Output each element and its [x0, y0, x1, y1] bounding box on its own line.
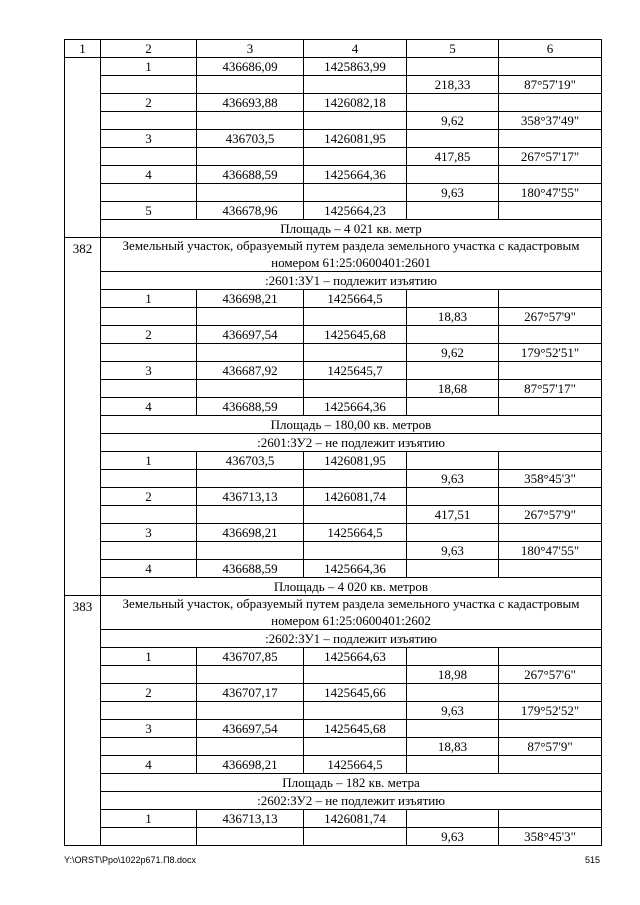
empty-cell	[101, 542, 197, 560]
empty-cell	[101, 828, 197, 846]
point-row	[65, 524, 602, 542]
coord-y: 1425645,7	[304, 362, 407, 380]
point-row	[65, 810, 602, 828]
empty-cell	[197, 542, 304, 560]
empty-cell	[101, 702, 197, 720]
empty-cell	[101, 380, 197, 398]
coord-x: 436693,88	[197, 94, 304, 112]
footer-file-path: Y:\ORST\Ppo\1022p671.П8.docx	[64, 855, 197, 865]
point-number: 1	[101, 648, 197, 666]
section-number	[65, 58, 101, 238]
point-number: 1	[101, 810, 197, 828]
coord-x: 436686,09	[197, 58, 304, 76]
point-row	[65, 166, 602, 184]
direction-angle: 267°57'6"	[499, 666, 602, 684]
coord-y: 1426082,18	[304, 94, 407, 112]
point-number: 2	[101, 326, 197, 344]
coord-x: 436687,92	[197, 362, 304, 380]
segment-length: 9,63	[407, 470, 499, 488]
point-number: 1	[101, 58, 197, 76]
empty-cell	[304, 184, 407, 202]
coord-x: 436698,21	[197, 290, 304, 308]
empty-cell	[499, 648, 602, 666]
point-number: 4	[101, 756, 197, 774]
coord-y: 1425664,63	[304, 648, 407, 666]
coord-x: 436698,21	[197, 524, 304, 542]
point-row	[65, 202, 602, 220]
empty-cell	[407, 524, 499, 542]
empty-cell	[101, 148, 197, 166]
empty-cell	[197, 666, 304, 684]
empty-cell	[407, 720, 499, 738]
empty-cell	[101, 470, 197, 488]
direction-angle: 179°52'52"	[499, 702, 602, 720]
segment-length: 9,63	[407, 542, 499, 560]
coord-x: 436688,59	[197, 398, 304, 416]
point-row	[65, 58, 602, 76]
header-cell: 6	[499, 40, 602, 58]
segment-row	[65, 112, 602, 130]
segment-row	[65, 308, 602, 326]
coord-y: 1425645,68	[304, 326, 407, 344]
empty-cell	[101, 112, 197, 130]
coord-x: 436697,54	[197, 720, 304, 738]
coord-x: 436703,5	[197, 452, 304, 470]
coord-x: 436707,17	[197, 684, 304, 702]
empty-cell	[499, 524, 602, 542]
row-text: :2602:ЗУ1 – подлежит изъятию	[101, 630, 602, 648]
empty-cell	[197, 470, 304, 488]
coord-x: 436698,21	[197, 756, 304, 774]
coord-y: 1426081,74	[304, 810, 407, 828]
empty-cell	[499, 488, 602, 506]
row-text: :2601:ЗУ1 – подлежит изъятию	[101, 272, 602, 290]
empty-cell	[499, 130, 602, 148]
header-cell: 2	[101, 40, 197, 58]
empty-cell	[407, 290, 499, 308]
point-row	[65, 362, 602, 380]
empty-cell	[499, 202, 602, 220]
point-row	[65, 560, 602, 578]
direction-angle: 179°52'51"	[499, 344, 602, 362]
empty-cell	[197, 828, 304, 846]
point-number: 1	[101, 290, 197, 308]
empty-cell	[101, 184, 197, 202]
section-title: Земельный участок, образуемый путем раздела земельного участка с кадастровым номером 61:25:0600401:2601	[101, 238, 602, 272]
text-row	[65, 630, 602, 648]
empty-cell	[197, 184, 304, 202]
segment-length: 18,83	[407, 308, 499, 326]
section-title-row	[65, 238, 602, 272]
empty-cell	[304, 542, 407, 560]
coord-y: 1425664,36	[304, 560, 407, 578]
section-title: Земельный участок, образуемый путем раздела земельного участка с кадастровым номером 61:25:0600401:2602	[101, 596, 602, 630]
segment-row	[65, 344, 602, 362]
empty-cell	[407, 362, 499, 380]
point-number: 2	[101, 94, 197, 112]
empty-cell	[499, 684, 602, 702]
empty-cell	[101, 506, 197, 524]
segment-length: 18,68	[407, 380, 499, 398]
empty-cell	[407, 58, 499, 76]
empty-cell	[197, 738, 304, 756]
empty-cell	[407, 326, 499, 344]
coordinates-table	[64, 39, 602, 846]
coord-x: 436678,96	[197, 202, 304, 220]
direction-angle: 87°57'9"	[499, 738, 602, 756]
point-number: 3	[101, 524, 197, 542]
coord-y: 1425645,68	[304, 720, 407, 738]
empty-cell	[407, 94, 499, 112]
empty-cell	[304, 308, 407, 326]
empty-cell	[101, 666, 197, 684]
header-cell: 4	[304, 40, 407, 58]
coord-y: 1426081,95	[304, 452, 407, 470]
text-row	[65, 792, 602, 810]
empty-cell	[499, 720, 602, 738]
coord-y: 1425664,23	[304, 202, 407, 220]
point-row	[65, 398, 602, 416]
empty-cell	[304, 112, 407, 130]
segment-length: 218,33	[407, 76, 499, 94]
point-row	[65, 488, 602, 506]
segment-row	[65, 506, 602, 524]
coord-y: 1426081,74	[304, 488, 407, 506]
point-number: 2	[101, 684, 197, 702]
segment-row	[65, 380, 602, 398]
empty-cell	[499, 290, 602, 308]
point-number: 3	[101, 130, 197, 148]
coord-x: 436713,13	[197, 810, 304, 828]
coord-x: 436713,13	[197, 488, 304, 506]
empty-cell	[304, 828, 407, 846]
header-cell: 3	[197, 40, 304, 58]
text-row	[65, 416, 602, 434]
point-number: 3	[101, 362, 197, 380]
empty-cell	[407, 488, 499, 506]
empty-cell	[101, 738, 197, 756]
empty-cell	[407, 684, 499, 702]
point-row	[65, 648, 602, 666]
segment-length: 417,51	[407, 506, 499, 524]
empty-cell	[499, 166, 602, 184]
segment-length: 417,85	[407, 148, 499, 166]
text-row	[65, 434, 602, 452]
text-row	[65, 272, 602, 290]
empty-cell	[407, 130, 499, 148]
point-row	[65, 290, 602, 308]
row-text: Площадь – 4 020 кв. метров	[101, 578, 602, 596]
text-row	[65, 774, 602, 792]
point-row	[65, 756, 602, 774]
header-cell: 5	[407, 40, 499, 58]
empty-cell	[499, 452, 602, 470]
section-number: 382	[65, 238, 101, 596]
empty-cell	[304, 702, 407, 720]
empty-cell	[407, 560, 499, 578]
coord-x: 436688,59	[197, 166, 304, 184]
empty-cell	[499, 560, 602, 578]
coord-y: 1426081,95	[304, 130, 407, 148]
empty-cell	[101, 76, 197, 94]
empty-cell	[499, 362, 602, 380]
segment-row	[65, 470, 602, 488]
coord-y: 1425664,36	[304, 398, 407, 416]
point-number: 3	[101, 720, 197, 738]
empty-cell	[197, 702, 304, 720]
segment-length: 9,63	[407, 828, 499, 846]
segment-row	[65, 148, 602, 166]
point-row	[65, 452, 602, 470]
empty-cell	[197, 308, 304, 326]
point-number: 1	[101, 452, 197, 470]
direction-angle: 358°45'3"	[499, 470, 602, 488]
empty-cell	[304, 148, 407, 166]
empty-cell	[304, 470, 407, 488]
segment-length: 9,63	[407, 184, 499, 202]
coord-x: 436697,54	[197, 326, 304, 344]
direction-angle: 87°57'19"	[499, 76, 602, 94]
point-row	[65, 326, 602, 344]
empty-cell	[304, 76, 407, 94]
empty-cell	[197, 112, 304, 130]
header-cell: 1	[65, 40, 101, 58]
point-number: 4	[101, 398, 197, 416]
segment-row	[65, 76, 602, 94]
coord-y: 1425664,5	[304, 524, 407, 542]
row-text: Площадь – 180,00 кв. метров	[101, 416, 602, 434]
empty-cell	[304, 738, 407, 756]
direction-angle: 180°47'55"	[499, 542, 602, 560]
empty-cell	[304, 380, 407, 398]
direction-angle: 267°57'9"	[499, 506, 602, 524]
empty-cell	[101, 344, 197, 362]
empty-cell	[197, 506, 304, 524]
segment-length: 9,62	[407, 344, 499, 362]
section-title-row	[65, 596, 602, 630]
text-row	[65, 220, 602, 238]
coord-y: 1425664,36	[304, 166, 407, 184]
direction-angle: 358°45'3"	[499, 828, 602, 846]
row-text: :2601:ЗУ2 – не подлежит изъятию	[101, 434, 602, 452]
segment-length: 18,98	[407, 666, 499, 684]
segment-length: 9,63	[407, 702, 499, 720]
empty-cell	[407, 398, 499, 416]
text-row	[65, 578, 602, 596]
empty-cell	[499, 810, 602, 828]
empty-cell	[499, 326, 602, 344]
footer-page-number: 515	[584, 855, 600, 865]
row-text: Площадь – 4 021 кв. метр	[101, 220, 602, 238]
empty-cell	[197, 148, 304, 166]
empty-cell	[407, 166, 499, 184]
segment-row	[65, 738, 602, 756]
empty-cell	[197, 380, 304, 398]
section-number: 383	[65, 596, 101, 846]
empty-cell	[407, 810, 499, 828]
direction-angle: 267°57'9"	[499, 308, 602, 326]
empty-cell	[197, 344, 304, 362]
direction-angle: 358°37'49"	[499, 112, 602, 130]
coord-y: 1425863,99	[304, 58, 407, 76]
point-row	[65, 684, 602, 702]
coord-y: 1425664,5	[304, 290, 407, 308]
empty-cell	[499, 94, 602, 112]
segment-length: 9,62	[407, 112, 499, 130]
point-number: 2	[101, 488, 197, 506]
segment-row	[65, 666, 602, 684]
empty-cell	[499, 756, 602, 774]
point-number: 4	[101, 166, 197, 184]
row-text: Площадь – 182 кв. метра	[101, 774, 602, 792]
empty-cell	[304, 344, 407, 362]
point-row	[65, 130, 602, 148]
point-row	[65, 94, 602, 112]
point-row	[65, 720, 602, 738]
direction-angle: 180°47'55"	[499, 184, 602, 202]
segment-length: 18,83	[407, 738, 499, 756]
row-text: :2602:ЗУ2 – не подлежит изъятию	[101, 792, 602, 810]
segment-row	[65, 542, 602, 560]
segment-row	[65, 184, 602, 202]
direction-angle: 267°57'17"	[499, 148, 602, 166]
segment-row	[65, 702, 602, 720]
empty-cell	[304, 666, 407, 684]
segment-row	[65, 828, 602, 846]
empty-cell	[499, 398, 602, 416]
header-row	[65, 40, 602, 58]
empty-cell	[407, 756, 499, 774]
empty-cell	[101, 308, 197, 326]
empty-cell	[407, 202, 499, 220]
direction-angle: 87°57'17"	[499, 380, 602, 398]
empty-cell	[304, 506, 407, 524]
coord-y: 1425664,5	[304, 756, 407, 774]
empty-cell	[407, 452, 499, 470]
coord-x: 436688,59	[197, 560, 304, 578]
point-number: 5	[101, 202, 197, 220]
empty-cell	[499, 58, 602, 76]
point-number: 4	[101, 560, 197, 578]
empty-cell	[407, 648, 499, 666]
empty-cell	[197, 76, 304, 94]
coord-x: 436703,5	[197, 130, 304, 148]
coord-y: 1425645,66	[304, 684, 407, 702]
coord-x: 436707,85	[197, 648, 304, 666]
